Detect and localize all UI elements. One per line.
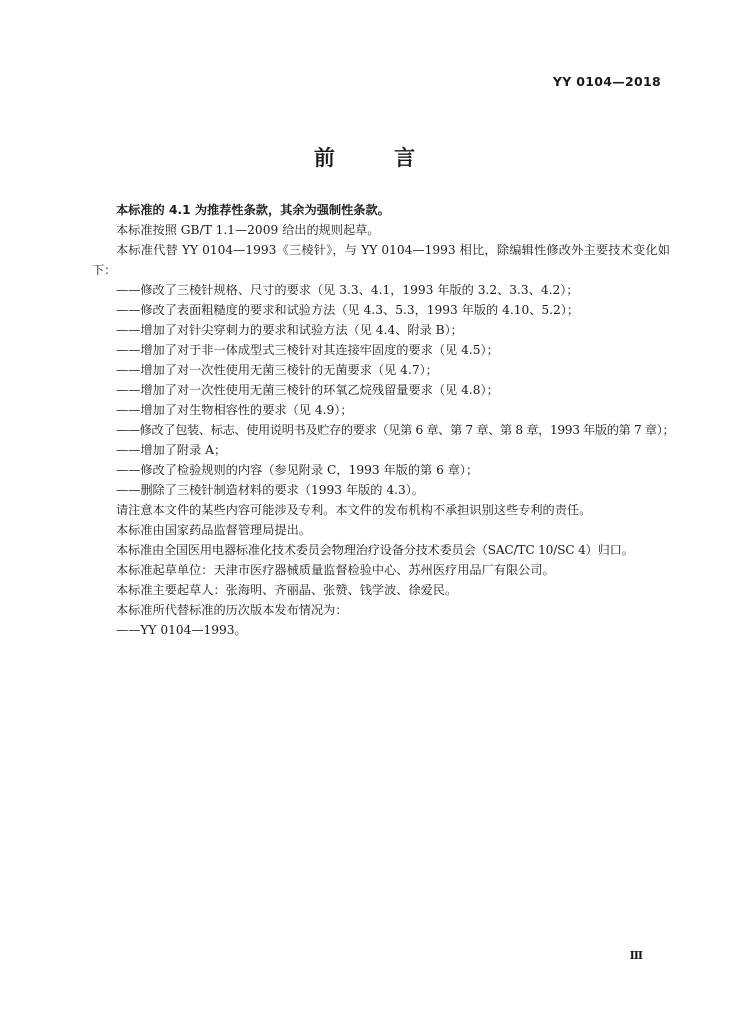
standard-code: YY 0104—2018	[552, 74, 661, 89]
list-item-change: ——增加了对于非一体成型式三棱针对其连接牢固度的要求（见 4.5）；	[116, 343, 499, 357]
page-title: 前 言	[313, 146, 442, 170]
list-item-change: ——增加了对一次性使用无菌三棱针的环氧乙烷残留量要求（见 4.8）；	[116, 383, 499, 397]
paragraph-drafters: 本标准主要起草人：张海明、齐丽晶、张赞、钱学波、徐爱民。	[116, 583, 458, 597]
paragraph-technical-committee: 本标准由全国医用电器标准化技术委员会物理治疗设备分技术委员会（SAC/TC 10/SC 4）归口。	[116, 543, 634, 557]
list-item-change: ——增加了对生物相容性的要求（见 4.9）；	[116, 403, 353, 417]
paragraph-replacement: 本标准代替 YY 0104—1993《三棱针》，与 YY 0104—1993 相比，除编辑性修改外主要技术变化如下：	[92, 243, 670, 277]
list-item-change: ——删除了三棱针制造材料的要求（1993 年版的 4.3）。	[116, 483, 424, 497]
list-item-previous-edition: ——YY 0104—1993。	[116, 623, 247, 637]
page-number: Ⅲ	[629, 949, 643, 962]
paragraph-clause-note: 本标准的 4.1 为推荐性条款，其余为强制性条款。	[116, 203, 390, 217]
paragraph-previous-editions: 本标准所代替标准的历次版本发布情况为：	[116, 603, 348, 617]
list-item-change: ——修改了表面粗糙度的要求和试验方法（见 4.3、5.3，1993 年版的 4.10、5.2）；	[116, 303, 580, 317]
list-item-change: ——增加了附录 A；	[116, 443, 227, 457]
paragraph-drafting-rules: 本标准按照 GB/T 1.1—2009 给出的规则起草。	[116, 223, 380, 237]
list-item-change: ——增加了对一次性使用无菌三棱针的无菌要求（见 4.7）；	[116, 363, 438, 377]
paragraph-patent-notice: 请注意本文件的某些内容可能涉及专利。本文件的发布机构不承担识别这些专利的责任。	[116, 503, 592, 517]
list-item-change: ——修改了包装、标志、使用说明书及贮存的要求（见第 6 章、第 7 章、第 8 章，1993 年版的第 7 章）；	[116, 423, 675, 437]
list-item-change: ——增加了对针尖穿刺力的要求和试验方法（见 4.4、附录 B）；	[116, 323, 463, 337]
paragraph-drafting-units: 本标准起草单位：天津市医疗器械质量监督检验中心、苏州医疗用品厂有限公司。	[116, 563, 555, 577]
paragraph-proposer: 本标准由国家药品监督管理局提出。	[116, 523, 311, 537]
list-item-change: ——修改了检验规则的内容（参见附录 C，1993 年版的第 6 章）；	[116, 463, 479, 477]
list-item-change: ——修改了三棱针规格、尺寸的要求（见 3.3、4.1，1993 年版的 3.2、3.3、4.2）；	[116, 283, 579, 297]
document-body	[92, 200, 675, 640]
